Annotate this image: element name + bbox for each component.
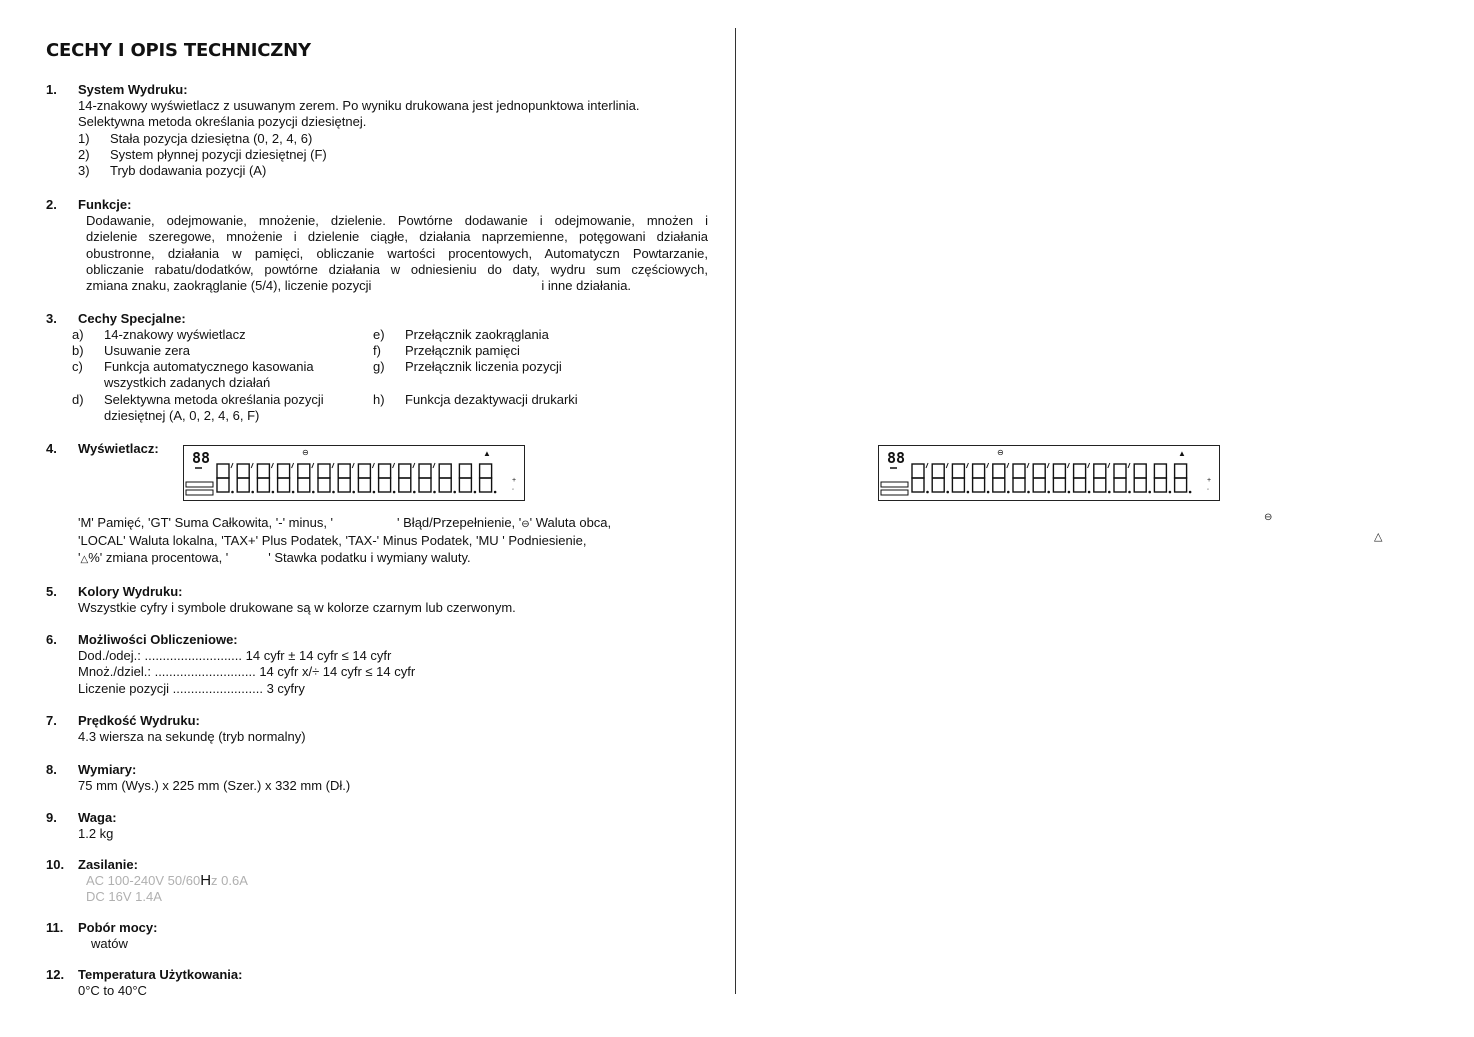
section-2: [46, 197, 716, 297]
feature-item: d) Selektywna metoda określania pozycji dziesiętnej (A, 0, 2, 4, 6, F): [72, 392, 324, 424]
lcd-decimal-point: [453, 491, 456, 494]
lcd-comma: [1088, 463, 1090, 468]
section-12: [46, 967, 716, 1001]
section-number: 10.: [46, 857, 65, 872]
lcd-comma: [433, 463, 435, 468]
section-number: 6.: [46, 632, 57, 647]
lcd-digit: [358, 464, 370, 492]
lcd-digit: [993, 464, 1005, 492]
lcd-mini-digits: 88: [887, 449, 906, 467]
lcd-digits: [184, 446, 524, 500]
section-number: 3.: [46, 311, 57, 326]
section-number: 7.: [46, 713, 57, 728]
section-7: [46, 713, 716, 747]
display-legend-line: 'LOCAL' Waluta lokalna, 'TAX+' Plus Podatek, 'TAX-' Minus Podatek, 'MU ' Podniesienie,: [78, 533, 587, 549]
section-title: Waga:: [78, 810, 117, 825]
feature-item: c) Funkcja automatycznego kasowania wszystkich zadanych działań: [72, 359, 314, 391]
lcd-bar-indicator: [186, 490, 213, 495]
lcd-decimal-point: [251, 491, 254, 494]
lcd-comma: [251, 463, 253, 468]
section-title: Kolory Wydruku:: [78, 584, 183, 599]
body-line: 75 mm (Wys.) x 225 mm (Szer.) x 332 mm (Dł.): [78, 778, 351, 793]
lcd-digit: [1154, 464, 1166, 492]
lcd-digit: [1134, 464, 1146, 492]
lcd-decimal-point: [967, 491, 970, 494]
body-line: 1.2 kg: [78, 826, 114, 841]
lcd-decimal-point: [433, 491, 436, 494]
lcd-coin-symbol: ⊖: [997, 448, 1004, 457]
lcd-comma: [413, 463, 415, 468]
section-title: Zasilanie:: [78, 857, 138, 872]
lcd-decimal-point: [352, 491, 355, 494]
section-1: [46, 82, 716, 182]
lcd-digit: [1074, 464, 1086, 492]
list-item: 1) Stała pozycja dziesiętna (0, 2, 4, 6): [78, 130, 313, 146]
lcd-digit: [1094, 464, 1106, 492]
lcd-comma: [332, 463, 334, 468]
lcd-digit: [419, 464, 431, 492]
section-title: Wymiary:: [78, 762, 137, 777]
lcd-digit: [237, 464, 249, 492]
lcd-digit: [1033, 464, 1045, 492]
body-line: 14-znakowy wyświetlacz z usuwanym zerem. Po wyniku drukowana jest jednopunktowa interlinia.: [78, 98, 640, 113]
section-11: [46, 920, 716, 954]
lcd-decimal-point: [312, 491, 315, 494]
lcd-decimal-point: [1068, 491, 1071, 494]
power-dc-line: DC 16V 1.4A: [86, 889, 162, 905]
lcd-digit: [1114, 464, 1126, 492]
lcd-digit: [1013, 464, 1025, 492]
section-10: [46, 857, 716, 907]
lcd-digit: [459, 464, 471, 492]
section-number: 5.: [46, 584, 57, 599]
body-line: watów: [91, 936, 128, 951]
lcd-digit: [439, 464, 451, 492]
lcd-comma: [1007, 463, 1009, 468]
lcd-decimal-point: [332, 491, 335, 494]
section-title: Cechy Specjalne:: [78, 311, 186, 326]
section-title: Funkcje:: [78, 197, 132, 212]
lcd-decimal-point: [1007, 491, 1010, 494]
lcd-comma: [1128, 463, 1130, 468]
lcd-comma: [987, 463, 989, 468]
lcd-decimal-point: [474, 491, 477, 494]
body-line: zmiana znaku, zaokrąglanie (5/4), liczenie pozycji i inne działania.: [86, 278, 632, 294]
lcd-triangle-symbol: ▲: [483, 449, 491, 458]
lcd-decimal-point: [1088, 491, 1091, 494]
lcd-decimal-point: [1128, 491, 1131, 494]
lcd-comma: [926, 463, 928, 468]
section-6: [46, 632, 716, 698]
display-legend-line: 'M' Pamięć, 'GT' Suma Całkowita, '-' minus, ' ' Błąd/Przepełnienie, '⊖' Waluta obca,: [78, 515, 612, 530]
lcd-decimal-point: [1148, 491, 1151, 494]
lcd-decimal-point: [272, 491, 275, 494]
lcd-comma: [1067, 463, 1069, 468]
lcd-triangle-symbol: ▲: [1178, 449, 1186, 458]
page-divider: [735, 28, 736, 994]
lcd-decimal-point: [292, 491, 295, 494]
lcd-display-right: [878, 445, 1220, 501]
lcd-digit: [257, 464, 269, 492]
lcd-dot-symbol: ◦: [512, 487, 515, 493]
body-line: Wszystkie cyfry i symbole drukowane są w kolorze czarnym lub czerwonym.: [78, 600, 516, 615]
lcd-digit: [399, 464, 411, 492]
body-line: Selektywna metoda określania pozycji dziesiętnej.: [78, 114, 367, 130]
lcd-decimal-point: [946, 491, 949, 494]
lcd-coin-symbol: ⊖: [302, 448, 309, 457]
list-item: 2) System płynnej pozycji dziesiętnej (F): [78, 146, 327, 162]
lcd-decimal-point: [373, 491, 376, 494]
section-number: 8.: [46, 762, 57, 777]
lcd-comma: [966, 463, 968, 468]
lcd-digit: [217, 464, 229, 492]
body-line: 0°C to 40°C: [78, 983, 147, 998]
lcd-decimal-point: [494, 491, 497, 494]
lcd-digit: [278, 464, 290, 492]
lcd-comma: [393, 463, 395, 468]
lcd-comma: [1027, 463, 1029, 468]
section-5: [46, 584, 716, 618]
lcd-comma: [271, 463, 273, 468]
lcd-digit: [379, 464, 391, 492]
section-number: 12.: [46, 967, 65, 982]
lcd-decimal-point: [1189, 491, 1192, 494]
section-title: Temperatura Użytkowania:: [78, 967, 243, 982]
lcd-comma: [352, 463, 354, 468]
lcd-mini-digits: 88: [192, 449, 211, 467]
lcd-comma: [1108, 463, 1110, 468]
lcd-decimal-point: [926, 491, 929, 494]
foreign-currency-icon: ⊖: [1264, 512, 1273, 523]
display-legend-line: '△%' zmiana procentowa, ' ' Stawka podatku i wymiany waluty.: [78, 549, 471, 565]
left-page: [0, 0, 736, 1037]
lcd-bar-indicator: [186, 482, 213, 487]
lcd-digit: [1053, 464, 1065, 492]
lcd-dot-symbol: ◦: [1207, 487, 1210, 493]
section-title: Możliwości Obliczeniowe:: [78, 632, 238, 647]
lcd-comma: [231, 463, 233, 468]
lcd-display: [183, 445, 525, 501]
lcd-bar-indicator: [881, 482, 908, 487]
lcd-decimal-point: [231, 491, 234, 494]
feature-item: b) Usuwanie zera: [72, 343, 190, 358]
lcd-plus-symbol: +: [512, 477, 517, 484]
lcd-decimal-point: [1169, 491, 1172, 494]
body-line: obustronne, działania w pamięci, obliczanie wartości procentowych, Automatyczn Powtarzanie,: [86, 245, 708, 261]
feature-item: f) Przełącznik pamięci: [373, 343, 520, 358]
section-title: Pobór mocy:: [78, 920, 158, 935]
body-line: 4.3 wiersza na sekundę (tryb normalny): [78, 729, 306, 744]
lcd-digit: [932, 464, 944, 492]
section-number: 2.: [46, 197, 57, 212]
lcd-digit: [318, 464, 330, 492]
feature-item: g) Przełącznik liczenia pozycji: [373, 359, 562, 374]
lcd-comma: [292, 463, 294, 468]
lcd-decimal-point: [413, 491, 416, 494]
body-line: Mnoż./dziel.: ............................ 14 cyfr x/÷ 14 cyfr ≤ 14 cyfr: [78, 664, 416, 680]
feature-item: e) Przełącznik zaokrąglania: [373, 327, 549, 342]
section-3: [46, 311, 716, 426]
lcd-decimal-point: [1047, 491, 1050, 494]
body-line: Liczenie pozycji ......................... 3 cyfry: [78, 680, 305, 696]
section-number: 9.: [46, 810, 57, 825]
body-line: dzielenie szeregowe, mnożenie i dzielenie ciągłe, działania naprzemienne, potęgowani działania: [86, 229, 708, 245]
lcd-comma: [1047, 463, 1049, 468]
lcd-bar-indicator: [881, 490, 908, 495]
lcd-comma: [312, 463, 314, 468]
feature-item: a) 14-znakowy wyświetlacz: [72, 327, 246, 342]
section-8: [46, 762, 716, 796]
lcd-decimal-point: [987, 491, 990, 494]
lcd-decimal-point: [1108, 491, 1111, 494]
lcd-comma: [372, 463, 374, 468]
body-line: Dod./odej.: ........................... 14 cyfr ± 14 cyfr ≤ 14 cyfr: [78, 648, 392, 663]
body-line: Dodawanie, odejmowanie, mnożenie, dzielenie. Powtórne dodawanie i odejmowanie, mnożen i: [86, 213, 708, 228]
lcd-digit: [952, 464, 964, 492]
section-title: Prędkość Wydruku:: [78, 713, 200, 728]
triangle-icon: △: [1374, 531, 1383, 543]
section-number: 1.: [46, 82, 57, 97]
lcd-digits: [879, 446, 1219, 500]
lcd-decimal-point: [1027, 491, 1030, 494]
lcd-digit: [480, 464, 492, 492]
page-title: CECHY I OPIS TECHNICZNY: [46, 40, 311, 61]
lcd-comma: [946, 463, 948, 468]
list-item: 3) Tryb dodawania pozycji (A): [78, 163, 267, 179]
feature-item: h) Funkcja dezaktywacji drukarki: [373, 392, 578, 407]
lcd-digit: [912, 464, 924, 492]
power-ac-line: AC 100-240V 50/60Hz 0.6A: [86, 872, 248, 889]
section-title: Wyświetlacz:: [78, 441, 159, 456]
section-number: 11.: [46, 920, 64, 935]
body-line: obliczanie rabatu/dodatków, powtórne działania w odniesieniu do daty, wydru sum częściowych,: [86, 261, 708, 277]
lcd-decimal-point: [393, 491, 396, 494]
section-title: System Wydruku:: [78, 82, 188, 97]
lcd-digit: [973, 464, 985, 492]
lcd-plus-symbol: +: [1207, 477, 1212, 484]
lcd-digit: [338, 464, 350, 492]
lcd-digit: [1175, 464, 1187, 492]
section-9: [46, 810, 716, 844]
section-number: 4.: [46, 441, 57, 456]
lcd-digit: [298, 464, 310, 492]
